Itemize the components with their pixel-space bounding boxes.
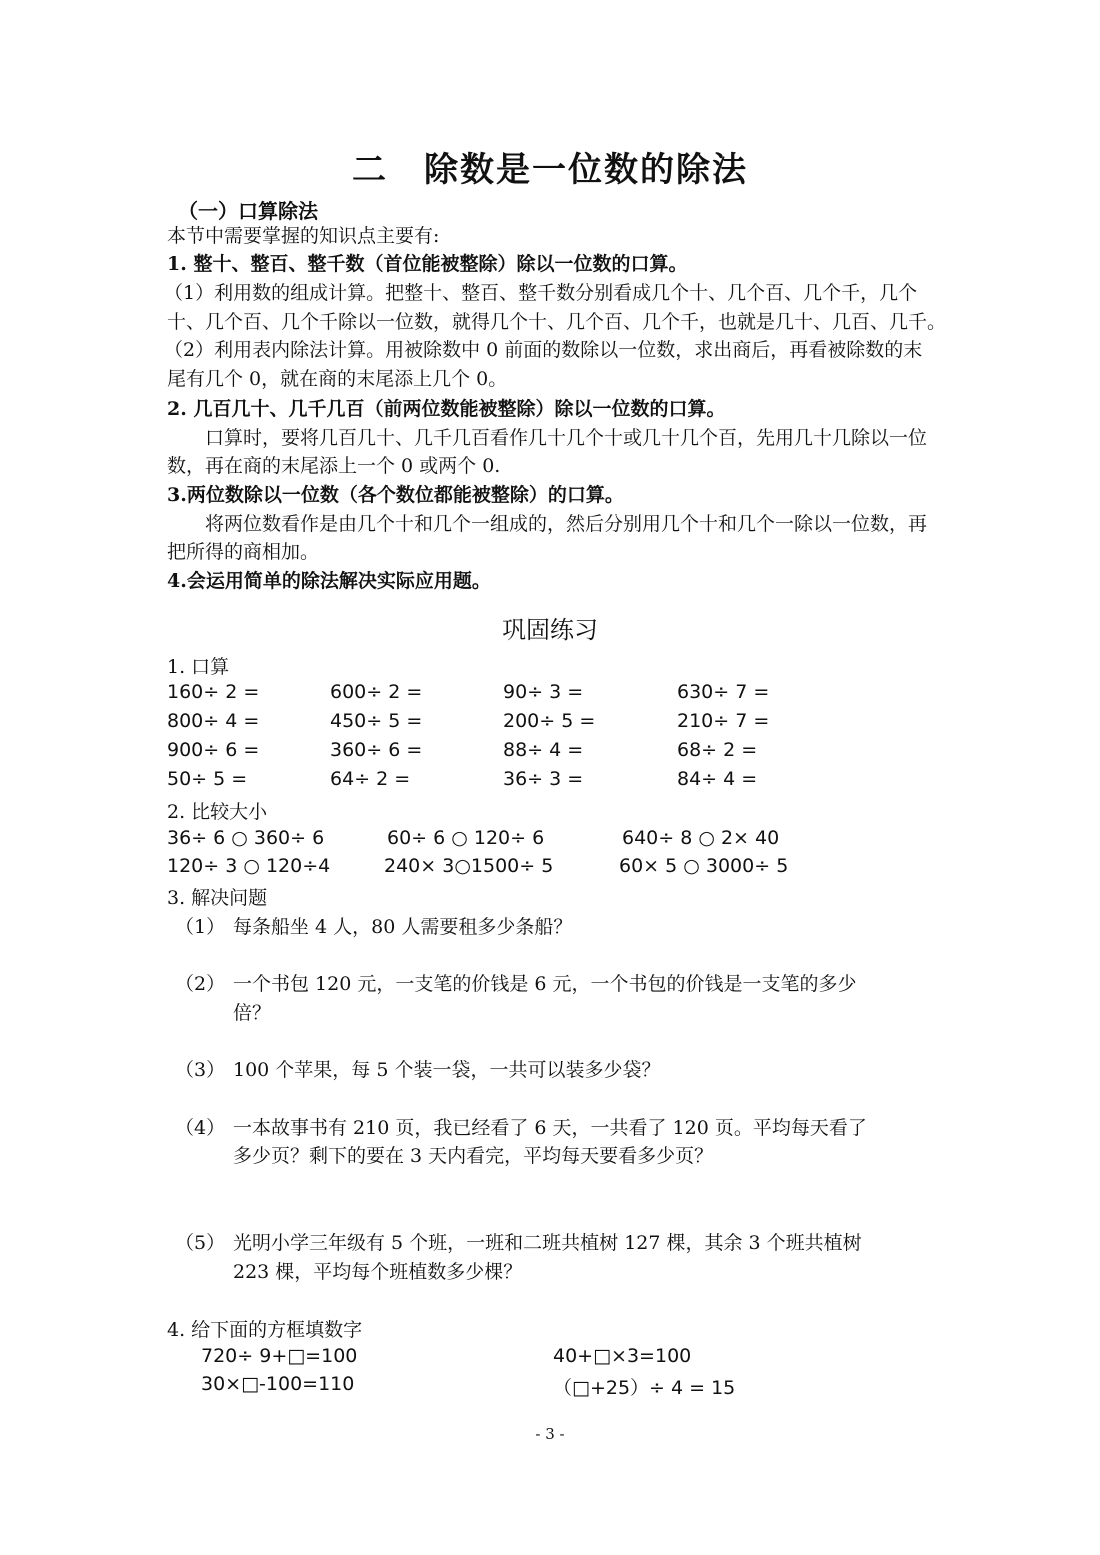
- problem-number: （2）: [175, 973, 226, 995]
- problem-text: 一本故事书有 210 页，我已经看了 6 天，一共看了 120 页。平均每天看了: [233, 1117, 867, 1139]
- problem-text-cont: 223 棵，平均每个班植数多少棵？: [233, 1261, 523, 1283]
- problem-number: （5）: [175, 1232, 226, 1254]
- oral-item: 88÷ 4 =: [503, 739, 584, 761]
- q3-label: 3. 解决问题: [167, 887, 268, 909]
- oral-item: 50÷ 5 =: [167, 768, 248, 790]
- oral-item: 160÷ 2 =: [167, 681, 260, 703]
- point-1-heading: 1. 整十、整百、整千数（首位能被整除）除以一位数的口算。: [167, 253, 688, 275]
- intro-text: 本节中需要掌握的知识点主要有:: [167, 225, 440, 247]
- oral-item: 900÷ 6 =: [167, 739, 260, 761]
- oral-item: 600÷ 2 =: [330, 681, 423, 703]
- oral-item: 36÷ 3 =: [503, 768, 584, 790]
- oral-item: 68÷ 2 =: [677, 739, 758, 761]
- oral-item: 200÷ 5 =: [503, 710, 596, 732]
- oral-item: 90÷ 3 =: [503, 681, 584, 703]
- problem-text: 每条船坐 4 人，80 人需要租多少条船？: [233, 916, 573, 938]
- oral-item: 630÷ 7 =: [677, 681, 770, 703]
- problem-text: 一个书包 120 元，一支笔的价钱是 6 元，一个书包的价钱是一支笔的多少: [233, 973, 857, 995]
- compare-item: 240× 3○1500÷ 5: [384, 855, 554, 877]
- oral-item: 360÷ 6 =: [330, 739, 423, 761]
- oral-item: 800÷ 4 =: [167, 710, 260, 732]
- oral-item: 84÷ 4 =: [677, 768, 758, 790]
- point-2-line-1: 口算时，要将几百几十、几千几百看作几十几个十或几十几个百，先用几十几除以一位: [205, 427, 928, 449]
- oral-item: 210÷ 7 =: [677, 710, 770, 732]
- fill-item: （□+25）÷ 4 = 15: [553, 1377, 736, 1399]
- point-2-line-2: 数，再在商的末尾添上一个 0 或两个 0.: [167, 455, 501, 477]
- point-1-b-line-2: 尾有几个 0，就在商的末尾添上几个 0。: [167, 368, 508, 390]
- problem-text: 100 个苹果，每 5 个装一袋，一共可以装多少袋？: [233, 1059, 661, 1081]
- fill-item: 30×□-100=110: [201, 1373, 355, 1395]
- problem-text-cont: 多少页？剩下的要在 3 天内看完，平均每天要看多少页？: [233, 1145, 714, 1167]
- problem-number: （4）: [175, 1117, 226, 1139]
- compare-item: 60× 5 ○ 3000÷ 5: [619, 855, 789, 877]
- page-number: - 3 -: [535, 1425, 565, 1443]
- compare-item: 60÷ 6 ○ 120÷ 6: [387, 827, 545, 849]
- problem-number: （3）: [175, 1059, 226, 1081]
- compare-item: 36÷ 6 ○ 360÷ 6: [167, 827, 325, 849]
- point-4-heading: 4.会运用简单的除法解决实际应用题。: [167, 570, 491, 592]
- oral-item: 450÷ 5 =: [330, 710, 423, 732]
- problem-text: 光明小学三年级有 5 个班，一班和二班共植树 127 棵，其余 3 个班共植树: [233, 1232, 862, 1254]
- point-1-a-line-2: 十、几个百、几个千除以一位数，就得几个十、几个百、几个千，也就是几十、几百、几千。: [167, 311, 947, 333]
- problem-text-cont: 倍？: [233, 1002, 272, 1024]
- fill-item: 720÷ 9+□=100: [201, 1345, 358, 1367]
- oral-item: 64÷ 2 =: [330, 768, 411, 790]
- point-3-heading: 3.两位数除以一位数（各个数位都能被整除）的口算。: [167, 484, 624, 506]
- compare-item: 640÷ 8 ○ 2× 40: [622, 827, 780, 849]
- point-1-a-line-1: （1）利用数的组成计算。把整十、整百、整千数分别看成几个十、几个百、几个千，几个: [164, 282, 918, 304]
- q2-label: 2. 比较大小: [167, 801, 268, 823]
- point-2-heading: 2. 几百几十、几千几百（前两位数能被整除）除以一位数的口算。: [167, 398, 726, 420]
- problem-number: （1）: [175, 916, 226, 938]
- point-1-b-line-1: （2）利用表内除法计算。用被除数中 0 前面的数除以一位数，求出商后，再看被除数的末: [164, 339, 923, 361]
- point-3-line-1: 将两位数看作是由几个十和几个一组成的，然后分别用几个十和几个一除以一位数，再: [205, 513, 928, 535]
- q1-label: 1. 口算: [167, 656, 230, 678]
- q4-label: 4. 给下面的方框填数字: [167, 1319, 363, 1341]
- point-3-line-2: 把所得的商相加。: [167, 541, 320, 563]
- practice-title: 巩固练习: [502, 616, 598, 644]
- compare-item: 120÷ 3 ○ 120÷4: [167, 855, 331, 877]
- fill-item: 40+□×3=100: [553, 1345, 692, 1367]
- section-heading: （一）口算除法: [178, 199, 318, 223]
- page-title: 二 除数是一位数的除法: [352, 150, 748, 190]
